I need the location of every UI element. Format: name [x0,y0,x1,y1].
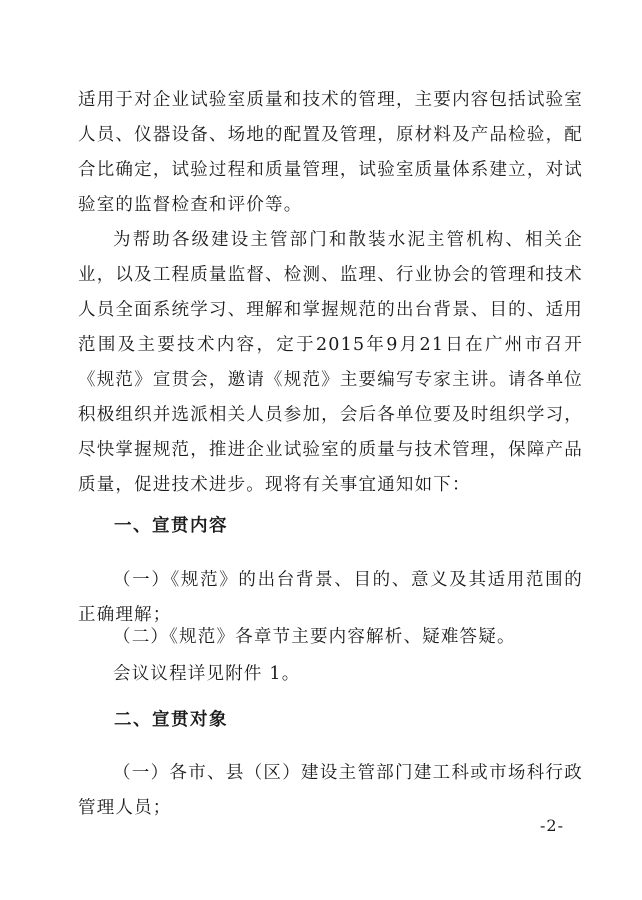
content-item-1: （一）《规范》的出台背景、目的、意义及其适用范围的正确理解； [78,570,583,625]
content-item-2: （二）《规范》各章节主要内容解析、疑难答疑。 [113,627,516,647]
paragraph-scope: 适用于对企业试验室质量和技术的管理，主要内容包括试验室人员、仪器设备、场地的配置及管理，原材料及产品检验，配合比确定，试验过程和质量管理，试验室质量体系建立，对试验室的监督检查和评价等。 [78,90,583,215]
section-heading-content: 一、宣贯内容 [114,516,228,536]
paragraph-purpose: 为帮助各级建设主管部门和散装水泥主管机构、相关企业，以及工程质量监督、检测、监理、行业协会的管理和技术人员全面系统学习、理解和掌握规范的出台背景、目的、适用范围及主要技术内容，定于2015年9月21日在广州市召开《规范》宣贯会，邀请《规范》主要编写专家主讲。请各单位积极组织并选派相关人员参加，会后各单位要及时组织学习，尽快掌握规范，推进企业试验室的质量与技术管理，保障产品质量，促进技术进步。现将有关事宜通知如下： [78,230,583,495]
page-number: -2- [540,816,564,835]
agenda-note: 会议议程详见附件 1。 [113,664,301,684]
section-heading-audience: 二、宣贯对象 [114,710,228,730]
audience-item-1: （一）各市、县（区）建设主管部门建工科或市场科行政管理人员； [78,763,583,818]
